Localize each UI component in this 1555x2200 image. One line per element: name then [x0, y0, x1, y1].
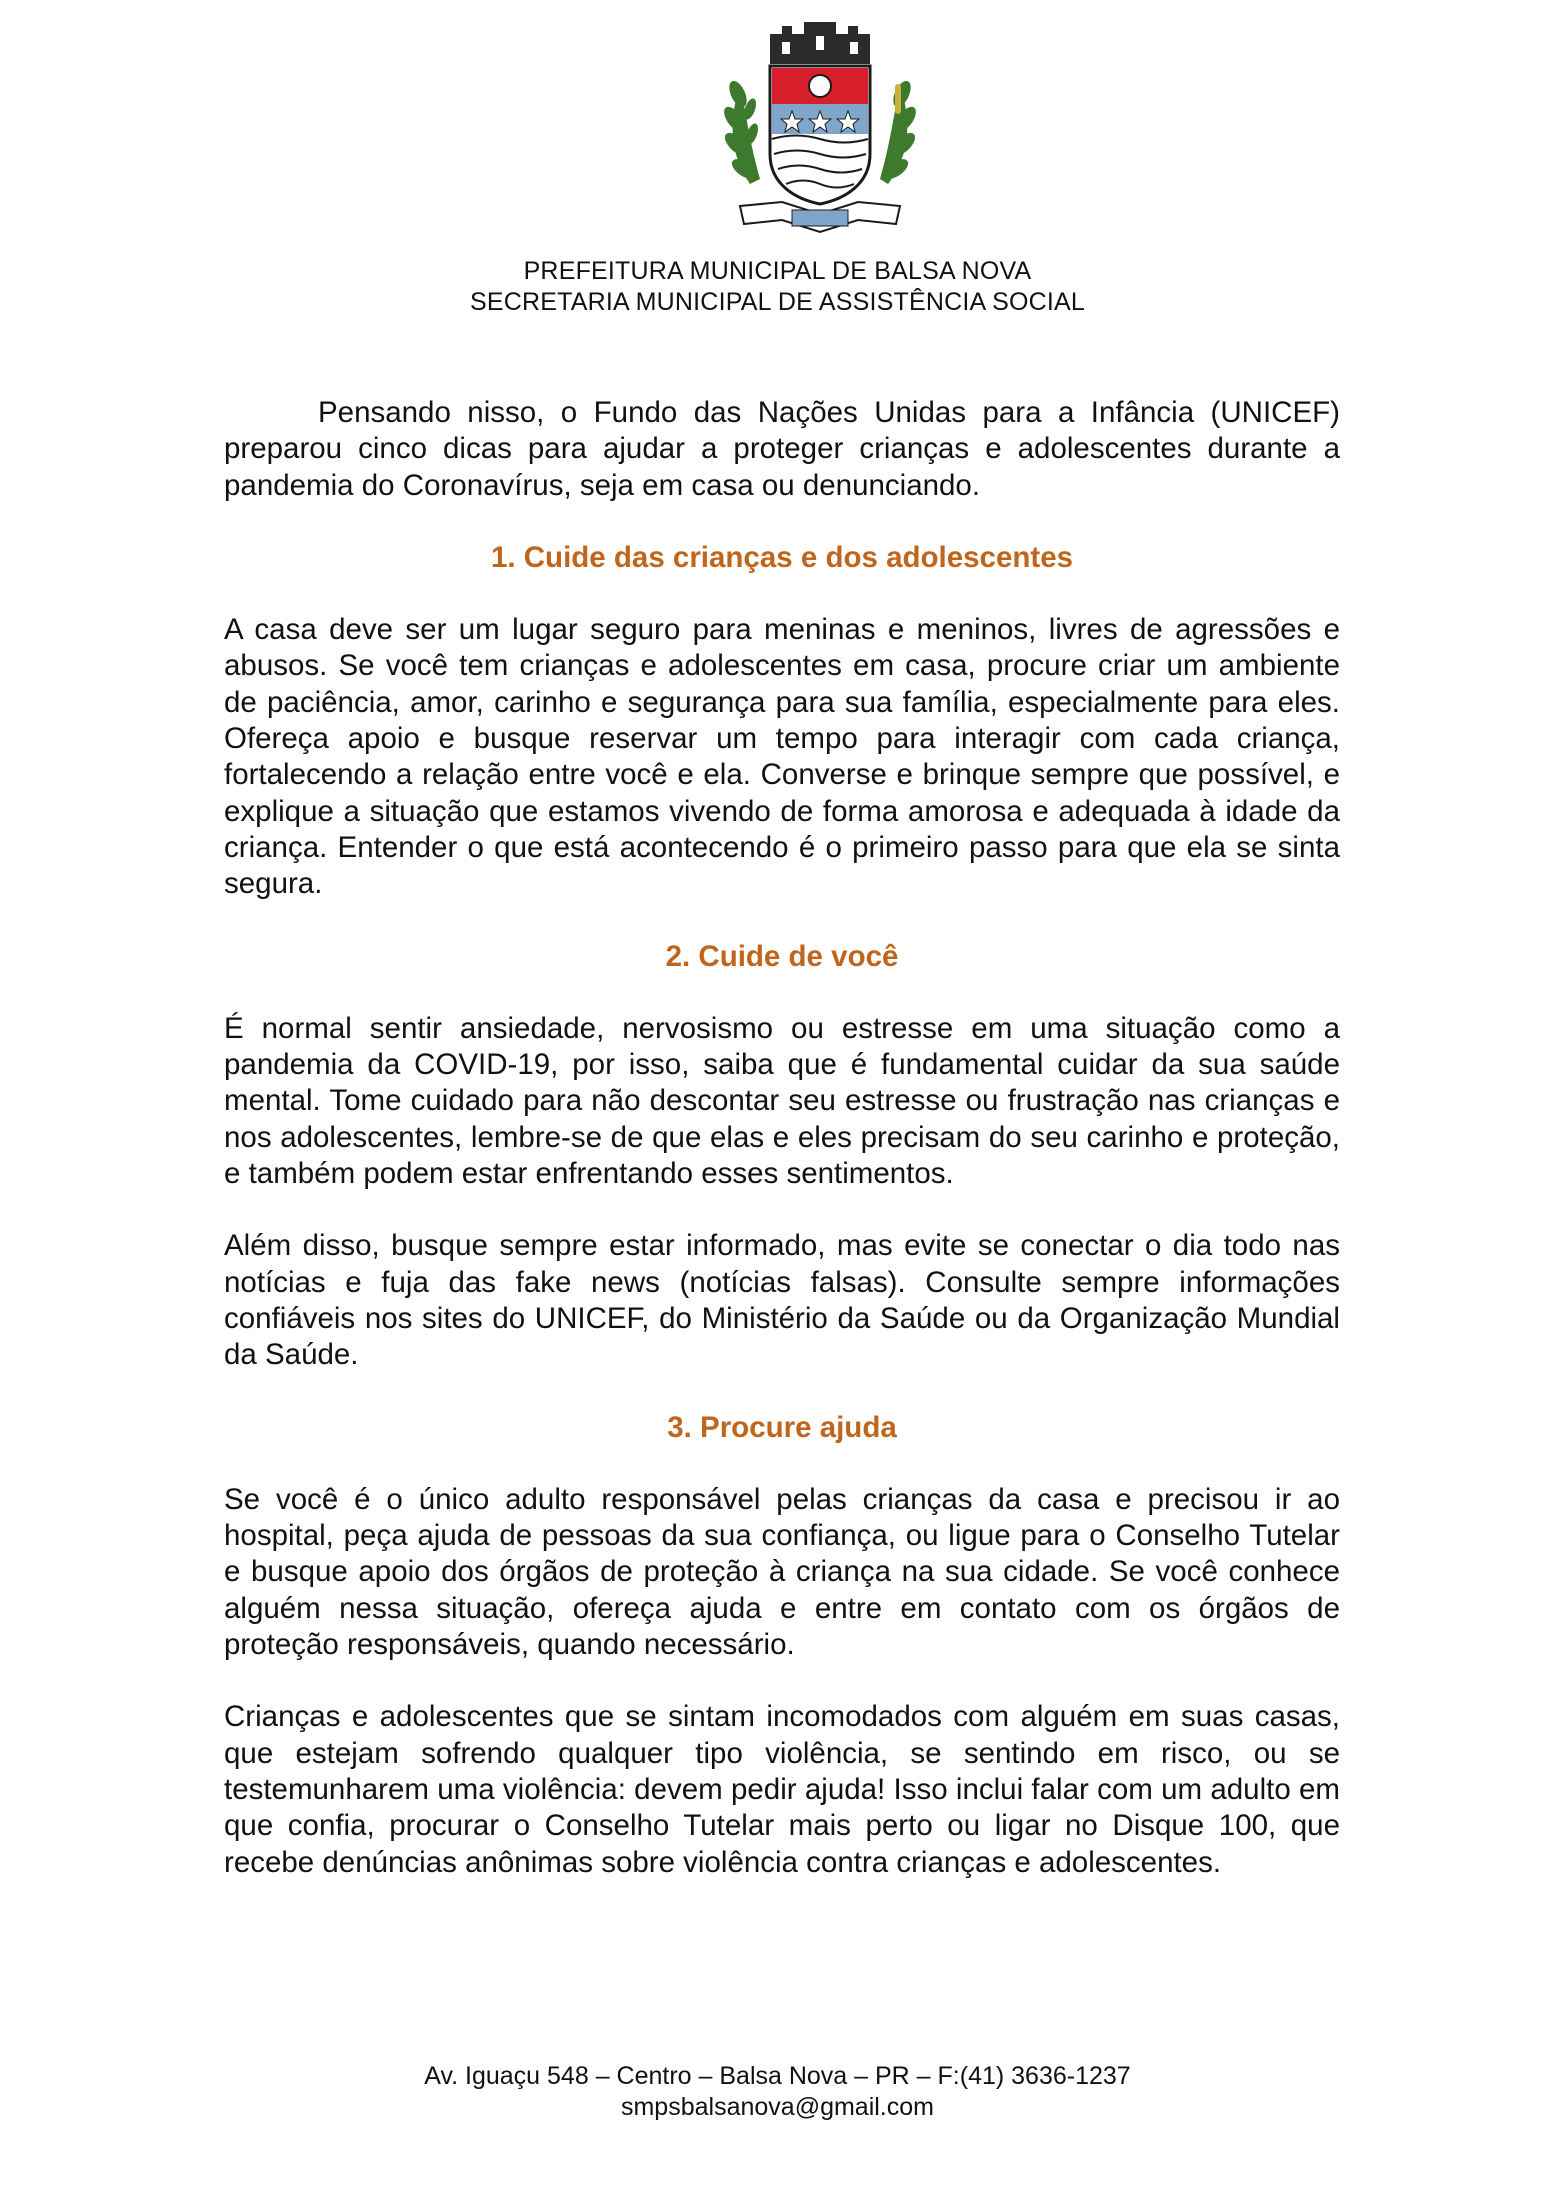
section-1-heading: 1. Cuide das crianças e dos adolescentes — [490, 540, 1074, 574]
section-3-paragraph-2: Crianças e adolescentes que se sintam incomodados com alguém em suas casas, que estejam sofrendo qualquer tipo violência, se sentindo em risco, ou se testemunharem uma violência: devem pedir ajuda! Isso inclui falar com um adulto em que confia, procurar o Conselho Tutelar mais perto ou ligar no Disque 100, que recebe denúncias anônimas sobre violência contra crianças e adolescentes. — [224, 1700, 1340, 1879]
municipal-coat-of-arms — [720, 14, 920, 239]
letterhead — [0, 256, 1555, 318]
shield — [770, 66, 870, 204]
left-foliage — [720, 78, 760, 184]
footer-email: smpsbalsanova@gmail.com — [620, 2093, 934, 2121]
section-3-paragraph-1: Se você é o único adulto responsável pelas crianças da casa e precisou ir ao hospital, peça ajuda de pessoas da sua confiança, ou ligue para o Conselho Tutelar e busque apoio dos órgãos de proteção à criança na sua cidade. Se você conhece alguém nessa situação, ofereça ajuda e entre em contato com os órgãos de proteção responsáveis, quando necessário. — [224, 1482, 1340, 1662]
footer-address: Av. Iguaçu 548 – Centro – Balsa Nova – PR – F:(41) 3636-1237 — [424, 2062, 1131, 2090]
section-2-paragraph-1: É normal sentir ansiedade, nervosismo ou estresse em uma situação como a pandemia da COVID-19, por isso, saiba que é fundamental cuidar da sua saúde mental. Tome cuidado para não descontar seu estresse ou frustração nas crianças e nos adolescentes, lembre-se de que elas e eles precisam do seu carinho e proteção, e também podem estar enfrentando esses sentimentos. — [224, 1011, 1340, 1191]
document-body — [224, 395, 1340, 1917]
crest-ribbon — [740, 202, 900, 232]
section-2-paragraph-2: Além disso, busque sempre estar informado, mas evite se conectar o dia todo nas notícias e fuja das fake news (notícias falsas). Consulte sempre informações confiáveis nos sites do UNICEF, do Ministério da Saúde ou da Organização Mundial da Saúde. — [224, 1229, 1340, 1372]
letterhead-municipality: PREFEITURA MUNICIPAL DE BALSA NOVA — [523, 257, 1032, 285]
mural-crown — [770, 22, 870, 64]
right-foliage — [880, 78, 920, 184]
page-footer — [0, 2061, 1555, 2123]
letterhead-department: SECRETARIA MUNICIPAL DE ASSISTÊNCIA SOCIAL — [469, 288, 1086, 316]
intro-paragraph: Pensando nisso, o Fundo das Nações Unidas para a Infância (UNICEF) preparou cinco dicas para ajudar a proteger crianças e adolescentes durante a pandemia do Coronavírus, seja em casa ou denunciando. — [224, 396, 1340, 502]
section-2-heading: 2. Cuide de você — [665, 939, 899, 973]
section-1-paragraph: A casa deve ser um lugar seguro para meninas e meninos, livres de agressões e abusos. Se você tem crianças e adolescentes em casa, procure criar um ambiente de paciência, amor, carinho e segurança para sua família, especialmente para eles. Ofereça apoio e busque reservar um tempo para interagir com cada criança, fortalecendo a relação entre você e ela. Converse e brinque sempre que possível, e explique a situação que estamos vivendo de forma amorosa e adequada à idade da criança. Entender o que está acontecendo é o primeiro passo para que ela se sinta segura. — [224, 613, 1340, 901]
section-3-heading: 3. Procure ajuda — [667, 1410, 897, 1444]
